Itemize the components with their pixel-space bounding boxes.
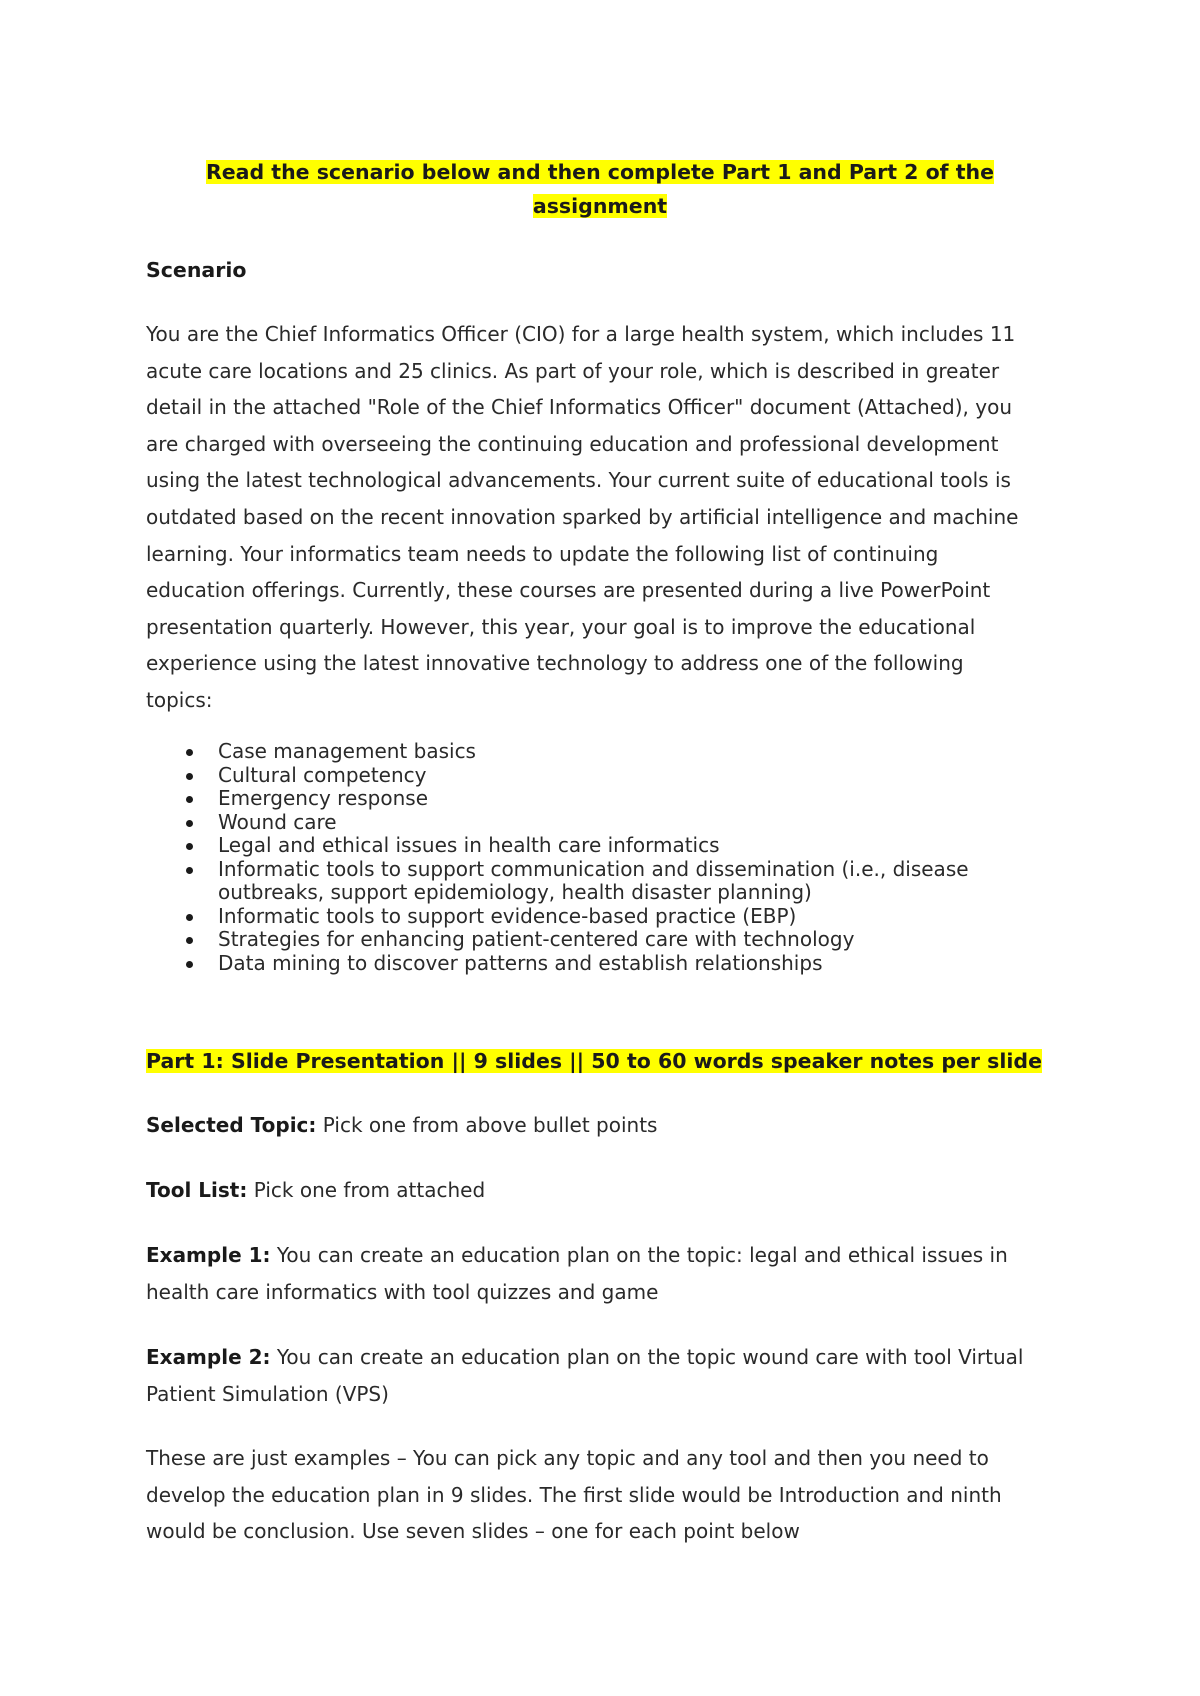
list-item bbox=[146, 811, 969, 835]
list-item bbox=[146, 952, 969, 976]
list-item bbox=[146, 764, 969, 788]
topic-text: Legal and ethical issues in health care informatics bbox=[218, 833, 720, 857]
topic-text: Informatic tools to support communication and dissemination (i.e., disease bbox=[218, 856, 969, 881]
topic-text: Data mining to discover patterns and establish relationships bbox=[218, 950, 823, 975]
example-2-label: Example 2: bbox=[146, 1345, 271, 1369]
scenario-paragraph bbox=[146, 316, 1086, 719]
tool-list-label: Tool List: bbox=[146, 1178, 248, 1202]
title-line-1 bbox=[0, 159, 1200, 185]
scenario-line: detail in the attached "Role of the Chief Informatics Officer" document (Attached), you bbox=[146, 395, 1012, 420]
scenario-line: are charged with overseeing the continuing education and professional development bbox=[146, 431, 999, 456]
bullet-icon bbox=[186, 749, 193, 756]
selected-topic-value: Pick one from above bullet points bbox=[316, 1113, 658, 1137]
selected-topic-label: Selected Topic: bbox=[146, 1113, 317, 1137]
scenario-line: education offerings. Currently, these courses are presented during a live PowerPoint bbox=[146, 578, 991, 603]
scenario-line: presentation quarterly. However, this year, your goal is to improve the educational bbox=[146, 614, 976, 639]
example-2-text: You can create an education plan on the topic wound care with tool Virtual bbox=[270, 1345, 1024, 1369]
example-1-text-continued: health care informatics with tool quizzes and game bbox=[146, 1279, 659, 1304]
topic-text: Emergency response bbox=[218, 786, 428, 810]
bullet-icon bbox=[186, 773, 193, 780]
scenario-heading: Scenario bbox=[146, 258, 247, 282]
part1-heading bbox=[146, 1048, 1042, 1074]
bullet-icon bbox=[186, 937, 193, 944]
closing-paragraph bbox=[146, 1440, 1086, 1550]
title-text-2: assignment bbox=[532, 194, 668, 218]
scenario-line: acute care locations and 25 clinics. As part of your role, which is described in greater bbox=[146, 358, 1000, 383]
topic-text: Strategies for enhancing patient-centered care with technology bbox=[218, 927, 855, 951]
part1-heading-text: Part 1: Slide Presentation || 9 slides || 50 to 60 words speaker notes per slide bbox=[146, 1049, 1043, 1073]
list-item bbox=[146, 858, 969, 905]
bullet-icon bbox=[186, 961, 193, 968]
topic-text-continued: outbreaks, support epidemiology, health disaster planning) bbox=[218, 880, 812, 904]
topic-text: Case management basics bbox=[218, 739, 476, 763]
list-item bbox=[146, 740, 969, 764]
tool-list-value: Pick one from attached bbox=[247, 1178, 486, 1202]
example-2-text-continued: Patient Simulation (VPS) bbox=[146, 1381, 389, 1406]
selected-topic-field bbox=[146, 1107, 1086, 1144]
closing-line: develop the education plan in 9 slides. The first slide would be Introduction and ninth bbox=[146, 1482, 1002, 1507]
scenario-line: topics: bbox=[146, 687, 213, 712]
scenario-line: outdated based on the recent innovation sparked by artificial intelligence and machine bbox=[146, 504, 1019, 529]
bullet-icon bbox=[186, 843, 193, 850]
bullet-icon bbox=[186, 867, 193, 874]
scenario-line: experience using the latest innovative technology to address one of the following bbox=[146, 651, 964, 676]
title-line-2 bbox=[0, 193, 1200, 219]
scenario-line: using the latest technological advancements. Your current suite of educational tools is bbox=[146, 468, 1011, 493]
topic-text: Wound care bbox=[218, 809, 337, 834]
bullet-icon bbox=[186, 796, 193, 803]
example-2 bbox=[146, 1339, 1086, 1412]
topic-text: Informatic tools to support evidence-based practice (EBP) bbox=[218, 903, 797, 928]
list-item bbox=[146, 834, 969, 858]
tool-list-field bbox=[146, 1172, 1086, 1209]
bullet-icon bbox=[186, 820, 193, 827]
scenario-line: You are the Chief Informatics Officer (CIO) for a large health system, which includes 11 bbox=[146, 322, 1016, 346]
topic-list bbox=[146, 740, 969, 975]
example-1 bbox=[146, 1237, 1086, 1310]
topic-text: Cultural competency bbox=[218, 762, 427, 787]
title-text-1: Read the scenario below and then complete Part 1 and Part 2 of the bbox=[205, 160, 995, 184]
closing-line: would be conclusion. Use seven slides – one for each point below bbox=[146, 1519, 800, 1544]
list-item bbox=[146, 787, 969, 811]
list-item bbox=[146, 905, 969, 929]
list-item bbox=[146, 928, 969, 952]
scenario-line: learning. Your informatics team needs to update the following list of continuing bbox=[146, 541, 939, 566]
example-1-label: Example 1: bbox=[146, 1243, 271, 1267]
bullet-icon bbox=[186, 914, 193, 921]
example-1-text: You can create an education plan on the topic: legal and ethical issues in bbox=[270, 1243, 1008, 1267]
closing-line: These are just examples – You can pick any topic and any tool and then you need to bbox=[146, 1446, 989, 1470]
